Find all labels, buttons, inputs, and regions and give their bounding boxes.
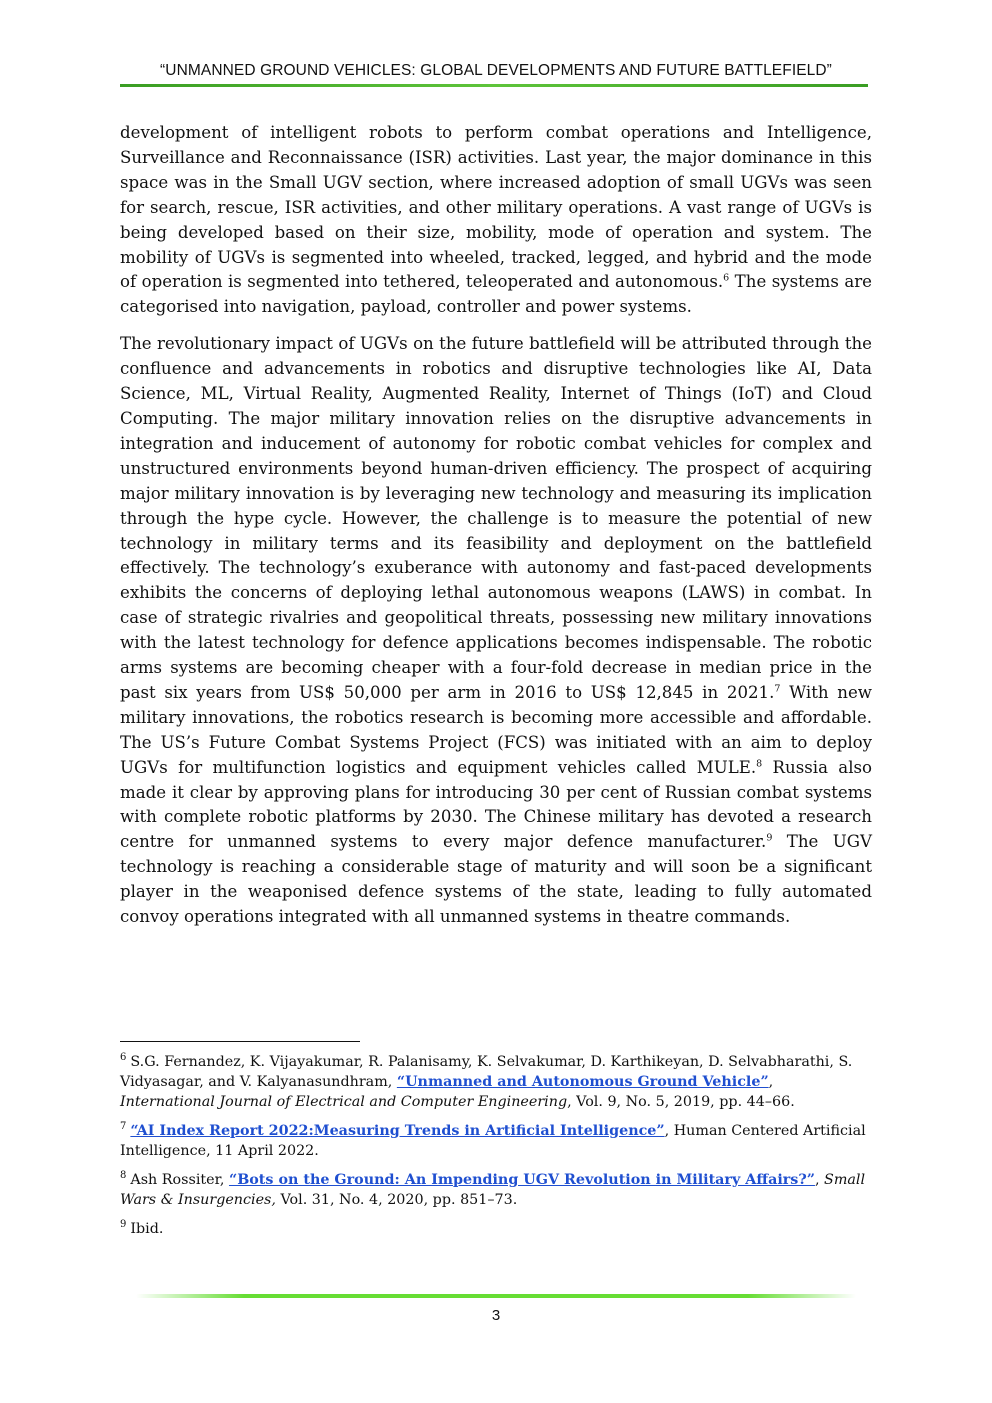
page-number: 3 (491, 1307, 501, 1324)
footnotes (120, 1052, 872, 1248)
footnote-ref-8[interactable]: 8 (756, 758, 763, 770)
footnote-6-journal: International Journal of Electrical and Computer Engineering (120, 1094, 568, 1110)
footnote-ref-6[interactable]: 6 (723, 272, 730, 284)
paragraph-2-text-a: The revolutionary impact of UGVs on the future battlefield will be attributed through the confluence and advancements in robotics and disruptive technologies like AI, Data Science, ML, Virtual Reality, Augmented Reality, Internet of Things (IoT) and Cloud Computing. The major military innovation relies on the disruptive advancements in integration and inducement of autonomy for robotic combat vehicles for complex and unstructured environments beyond human-driven efficiency. The prospect of acquiring major military innovation is by leveraging new technology and measuring its implication through the hype cycle. However, the challenge is to measure the potential of new technology in military terms and its feasibility and deployment on the battlefield effectively. The technology’s exuberance with autonomy and fast-paced developments exhibits the concerns of deploying lethal autonomous weapons (LAWS) in combat. In case of strategic rivalries and geopolitical threats, possessing new military innovations with the latest technology for defence applications becomes indispensable. The robotic arms systems are becoming cheaper with a four-fold decrease in median price in the past six years from US$ 50,000 per arm in 2016 to US$ 12,845 in 2021. (120, 334, 872, 702)
paragraph-2-text-b: With new military innovations, the robotics research is becoming more accessible and affordable. The US’s Future Combat Systems Project (FCS) was initiated with an aim to deploy UGVs for multifunction logistics and equipment vehicles called MULE. (120, 682, 872, 777)
paragraph-2 (120, 332, 872, 930)
footnote-6-link[interactable]: “Unmanned and Autonomous Ground Vehicle” (396, 1074, 769, 1090)
footnote-8-link[interactable]: “Bots on the Ground: An Impending UGV Revolution in Military Affairs?” (228, 1172, 815, 1188)
footer-divider (136, 1294, 856, 1298)
footnote-ref-9[interactable]: 9 (766, 832, 773, 844)
footnote-8-separator: , (814, 1172, 825, 1188)
footnote-7-link[interactable]: “AI Index Report 2022:Measuring Trends in Artificial Intelligence” (130, 1123, 665, 1139)
footnote-ref-7[interactable]: 7 (774, 683, 781, 695)
paragraph-1 (120, 121, 872, 320)
footnote-separator (120, 1041, 360, 1042)
paragraph-2-text-c: Russia also made it clear by approving plans for introducing 30 per cent of Russian combat systems with complete robotic platforms by 2030. The Chinese military has devoted a research centre for unmanned systems to every major defence manufacturer. (120, 757, 873, 852)
paragraph-2-text-d: The UGV technology is reaching a considerable stage of maturity and will soon be a significant player in the weaponised defence systems of the state, leading to fully automated convoy operations integrated with all unmanned systems in theatre commands. (120, 832, 872, 927)
paragraph-1-text-a: development of intelligent robots to perform combat operations and Intelligence, Surveillance and Reconnaissance (ISR) activities. Last year, the major dominance in this space was in the Small UGV section, where increased adoption of small UGVs was seen for search, rescue, ISR activities, and other military operations. A vast range of UGVs is being developed based on their size, mobility, mode of operation and system. The mobility of UGVs is segmented into wheeled, tracked, legged, and hybrid and the mode of operation is segmented into tethered, teleoperated and autonomous. (120, 123, 872, 292)
footnote-number: 6 (120, 1052, 127, 1064)
header-divider (120, 84, 868, 87)
footnote-7 (120, 1121, 872, 1161)
footnote-9-text: Ibid. (130, 1221, 164, 1237)
footnote-number: 7 (120, 1121, 127, 1133)
footnote-number: 8 (120, 1170, 127, 1182)
footnote-8-rest: Vol. 31, No. 4, 2020, pp. 851–73. (275, 1192, 518, 1208)
footnote-8-authors: Ash Rossiter, (130, 1172, 229, 1188)
running-header: “UNMANNED GROUND VEHICLES: GLOBAL DEVELOPMENTS AND FUTURE BATTLEFIELD” (160, 62, 832, 79)
footnote-6-authors: S.G. Fernandez, K. Vijayakumar, R. Palanisamy, K. Selvakumar, D. Karthikeyan, D. Selvabharathi, S. Vidyasagar, and V. Kalyanasundhram, (120, 1054, 853, 1090)
body-text (120, 121, 872, 942)
footnote-8-journal: Small Wars & Insurgencies, (120, 1172, 866, 1208)
footnote-6-rest: , Vol. 9, No. 5, 2019, pp. 44–66. (567, 1094, 795, 1110)
footnote-number: 9 (120, 1219, 127, 1231)
footnote-9 (120, 1219, 872, 1239)
footnote-6-separator: , (768, 1074, 774, 1090)
paragraph-1-text-b: The systems are categorised into navigation, payload, controller and power systems. (120, 272, 872, 317)
footnote-6 (120, 1052, 872, 1112)
footnote-7-rest: , Human Centered Artificial Intelligence, 11 April 2022. (120, 1123, 866, 1159)
footnote-8 (120, 1170, 872, 1210)
